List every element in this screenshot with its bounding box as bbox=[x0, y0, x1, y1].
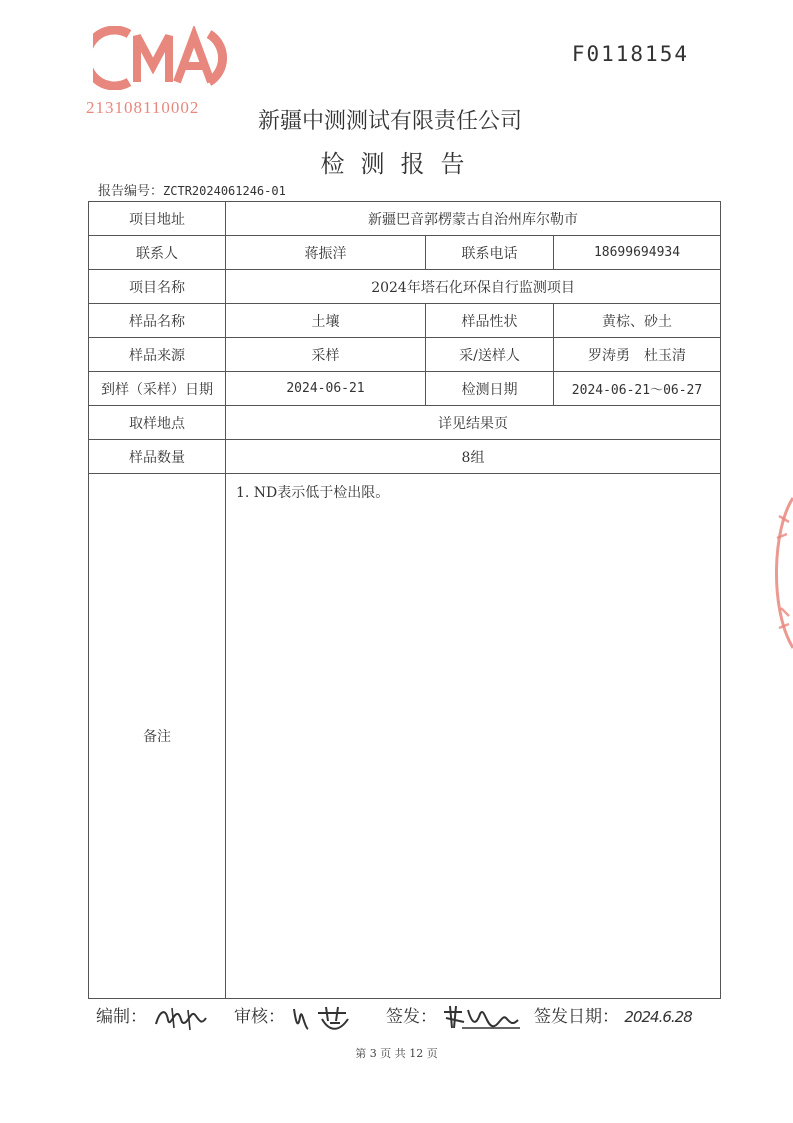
sampler-label: 采/送样人 bbox=[426, 338, 554, 372]
arrival-date-label: 到样（采样）日期 bbox=[89, 372, 226, 406]
compiler-signature bbox=[152, 1004, 210, 1032]
sample-name-value: 土壤 bbox=[226, 304, 426, 338]
sample-source-label: 样品来源 bbox=[89, 338, 226, 372]
phone-label: 联系电话 bbox=[426, 236, 554, 270]
project-address-value: 新疆巴音郭楞蒙古自治州库尔勒市 bbox=[226, 202, 721, 236]
company-name: 新疆中测测试有限责任公司 bbox=[258, 109, 523, 134]
report-number bbox=[98, 180, 286, 199]
sample-count-value: 8组 bbox=[226, 440, 721, 474]
reviewed-by bbox=[234, 1002, 370, 1033]
sample-count-label: 样品数量 bbox=[89, 440, 226, 474]
signature-line bbox=[96, 1002, 736, 1032]
issuer-signature bbox=[442, 1004, 522, 1032]
compiled-by bbox=[96, 1002, 210, 1032]
issue-date-label: 签发日期： bbox=[534, 1007, 619, 1027]
document-title: 检测报告 bbox=[320, 150, 481, 178]
issue-date-handwritten: 2024.6.28 bbox=[624, 1008, 692, 1026]
report-number-value: ZCTR2024061246-01 bbox=[163, 184, 286, 198]
arrival-date-value: 2024-06-21 bbox=[226, 372, 426, 406]
table-row bbox=[89, 406, 721, 440]
issue-date bbox=[534, 1002, 692, 1027]
test-date-value: 2024-06-21～06-27 bbox=[554, 372, 721, 406]
table-row bbox=[89, 202, 721, 236]
sampler-value: 罗涛勇 杜玉清 bbox=[554, 338, 721, 372]
sample-name-label: 样品名称 bbox=[89, 304, 226, 338]
info-table bbox=[88, 201, 721, 999]
remarks-value: 1. ND表示低于检出限。 bbox=[226, 474, 721, 999]
issued-label: 签发： bbox=[386, 1007, 437, 1027]
cma-logo bbox=[93, 26, 233, 90]
project-name-value: 2024年塔石化环保自行监测项目 bbox=[226, 270, 721, 304]
contact-value: 蒋振洋 bbox=[226, 236, 426, 270]
test-date-label: 检测日期 bbox=[426, 372, 554, 406]
sample-property-label: 样品性状 bbox=[426, 304, 554, 338]
table-row bbox=[89, 236, 721, 270]
compiled-label: 编制： bbox=[96, 1007, 147, 1027]
table-row bbox=[89, 440, 721, 474]
reviewed-label: 审核： bbox=[234, 1007, 285, 1027]
sampling-location-value: 详见结果页 bbox=[226, 406, 721, 440]
project-name-label: 项目名称 bbox=[89, 270, 226, 304]
table-row bbox=[89, 304, 721, 338]
table-row bbox=[89, 474, 721, 999]
page-info: 第 3 页 共 12 页 bbox=[355, 1047, 438, 1060]
project-address-label: 项目地址 bbox=[89, 202, 226, 236]
issued-by bbox=[386, 1002, 522, 1032]
sample-source-value: 采样 bbox=[226, 338, 426, 372]
serial-number: F0118154 bbox=[571, 42, 689, 66]
report-number-label: 报告编号： bbox=[98, 184, 164, 199]
accreditation-number: 213108110002 bbox=[86, 98, 200, 117]
seal-stamp-partial bbox=[759, 488, 793, 658]
sample-property-value: 黄棕、砂土 bbox=[554, 304, 721, 338]
remarks-label: 备注 bbox=[89, 474, 226, 999]
table-row bbox=[89, 372, 721, 406]
reviewer-signature bbox=[290, 1003, 370, 1033]
phone-value: 18699694934 bbox=[554, 236, 721, 270]
table-row bbox=[89, 270, 721, 304]
contact-label: 联系人 bbox=[89, 236, 226, 270]
sampling-location-label: 取样地点 bbox=[89, 406, 226, 440]
table-row bbox=[89, 338, 721, 372]
